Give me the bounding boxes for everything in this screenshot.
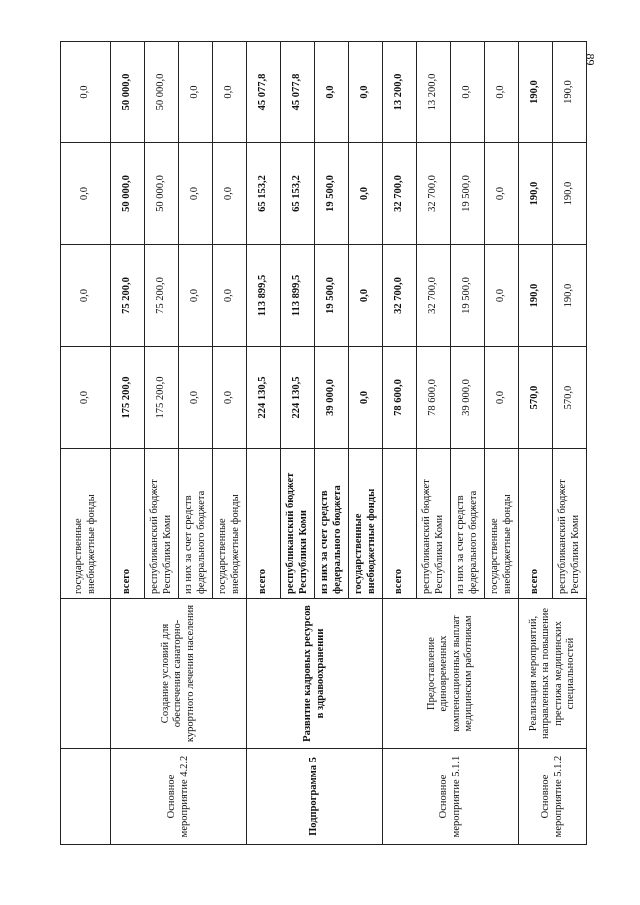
amount-cell: 570,0 bbox=[519, 347, 553, 449]
amount-cell: 65 153,2 bbox=[247, 143, 281, 245]
amount-cell: 32 700,0 bbox=[383, 143, 417, 245]
amount-cell: 75 200,0 bbox=[145, 245, 179, 347]
amount-cell: 13 200,0 bbox=[383, 42, 417, 143]
amount-cell: 190,0 bbox=[553, 143, 587, 245]
funding-source-cell: из них за счет средств федерального бюджета bbox=[315, 449, 349, 599]
amount-cell: 78 600,0 bbox=[417, 347, 451, 449]
funding-source-cell: из них за счет средств федерального бюджета bbox=[451, 449, 485, 599]
amount-cell: 0,0 bbox=[179, 347, 213, 449]
amount-cell: 175 200,0 bbox=[145, 347, 179, 449]
amount-cell: 0,0 bbox=[315, 42, 349, 143]
table-row bbox=[383, 42, 417, 845]
amount-cell: 570,0 bbox=[553, 347, 587, 449]
amount-cell: 175 200,0 bbox=[111, 347, 145, 449]
amount-cell: 45 077,8 bbox=[247, 42, 281, 143]
amount-cell: 0,0 bbox=[485, 42, 519, 143]
activity-name-cell: Развитие кадровых ресурсов в здравоохранении bbox=[247, 599, 383, 749]
amount-cell: 0,0 bbox=[213, 42, 247, 143]
funding-source-cell: из них за счет средств федерального бюджета bbox=[179, 449, 213, 599]
amount-cell: 190,0 bbox=[519, 143, 553, 245]
amount-cell: 113 899,5 bbox=[247, 245, 281, 347]
amount-cell: 75 200,0 bbox=[111, 245, 145, 347]
amount-cell: 19 500,0 bbox=[315, 245, 349, 347]
amount-cell: 45 077,8 bbox=[281, 42, 315, 143]
amount-cell: 32 700,0 bbox=[417, 143, 451, 245]
amount-cell: 0,0 bbox=[451, 42, 485, 143]
funding-source-cell: государственные внебюджетные фонды bbox=[349, 449, 383, 599]
funding-source-cell: республиканский бюджет Республики Коми bbox=[417, 449, 451, 599]
funding-source-cell: республиканский бюджет Республики Коми bbox=[145, 449, 179, 599]
amount-cell: 0,0 bbox=[213, 347, 247, 449]
amount-cell: 65 153,2 bbox=[281, 143, 315, 245]
activity-code-cell: Основное мероприятие 5.1.2 bbox=[519, 749, 587, 845]
funding-source-cell: государственные внебюджетные фонды bbox=[61, 449, 111, 599]
funding-source-cell: всего bbox=[383, 449, 417, 599]
table-row bbox=[519, 42, 553, 845]
amount-cell: 0,0 bbox=[61, 347, 111, 449]
amount-cell: 39 000,0 bbox=[315, 347, 349, 449]
funding-source-cell: государственные внебюджетные фонды bbox=[485, 449, 519, 599]
amount-cell: 19 500,0 bbox=[451, 245, 485, 347]
funding-source-cell: всего bbox=[111, 449, 145, 599]
activity-name-cell: Предоставление единовременных компенсационных выплат медицинским работникам bbox=[383, 599, 519, 749]
amount-cell: 190,0 bbox=[519, 42, 553, 143]
table-row bbox=[61, 42, 111, 845]
table-row bbox=[111, 42, 145, 845]
amount-cell: 13 200,0 bbox=[417, 42, 451, 143]
amount-cell: 50 000,0 bbox=[145, 143, 179, 245]
amount-cell: 190,0 bbox=[519, 245, 553, 347]
funding-source-cell: республиканский бюджет Республики Коми bbox=[553, 449, 587, 599]
amount-cell: 0,0 bbox=[349, 347, 383, 449]
budget-table bbox=[60, 42, 580, 845]
amount-cell: 224 130,5 bbox=[281, 347, 315, 449]
amount-cell: 39 000,0 bbox=[451, 347, 485, 449]
amount-cell: 50 000,0 bbox=[111, 143, 145, 245]
activity-name-cell bbox=[61, 599, 111, 749]
amount-cell: 190,0 bbox=[553, 245, 587, 347]
funding-source-cell: всего bbox=[247, 449, 281, 599]
amount-cell: 190,0 bbox=[553, 42, 587, 143]
amount-cell: 19 500,0 bbox=[315, 143, 349, 245]
amount-cell: 0,0 bbox=[61, 143, 111, 245]
activity-code-cell: Основное мероприятие 5.1.1 bbox=[383, 749, 519, 845]
amount-cell: 0,0 bbox=[485, 347, 519, 449]
activity-name-cell: Создание условий для обеспечения санаторно-курортного лечения населения bbox=[111, 599, 247, 749]
amount-cell: 0,0 bbox=[61, 245, 111, 347]
amount-cell: 78 600,0 bbox=[383, 347, 417, 449]
activity-code-cell: Подпрограмма 5 bbox=[247, 749, 383, 845]
amount-cell: 0,0 bbox=[213, 245, 247, 347]
amount-cell: 32 700,0 bbox=[383, 245, 417, 347]
amount-cell: 50 000,0 bbox=[145, 42, 179, 143]
amount-cell: 224 130,5 bbox=[247, 347, 281, 449]
amount-cell: 0,0 bbox=[213, 143, 247, 245]
activity-code-cell: Основное мероприятие 4.2.2 bbox=[111, 749, 247, 845]
funding-source-cell: всего bbox=[519, 449, 553, 599]
amount-cell: 50 000,0 bbox=[111, 42, 145, 143]
activity-code-cell bbox=[61, 749, 111, 845]
page-number: 89 bbox=[583, 53, 598, 66]
amount-cell: 0,0 bbox=[349, 143, 383, 245]
activity-name-cell: Реализация мероприятий, направленных на повышение престижа медицинских специальностей bbox=[519, 599, 587, 749]
funding-source-cell: республиканский бюджет Республики Коми bbox=[281, 449, 315, 599]
amount-cell: 0,0 bbox=[349, 245, 383, 347]
amount-cell: 113 899,5 bbox=[281, 245, 315, 347]
amount-cell: 32 700,0 bbox=[417, 245, 451, 347]
amount-cell: 0,0 bbox=[349, 42, 383, 143]
table-row bbox=[247, 42, 281, 845]
funding-source-cell: государственные внебюджетные фонды bbox=[213, 449, 247, 599]
amount-cell: 0,0 bbox=[485, 245, 519, 347]
amount-cell: 19 500,0 bbox=[451, 143, 485, 245]
amount-cell: 0,0 bbox=[179, 143, 213, 245]
amount-cell: 0,0 bbox=[485, 143, 519, 245]
amount-cell: 0,0 bbox=[61, 42, 111, 143]
amount-cell: 0,0 bbox=[179, 42, 213, 143]
amount-cell: 0,0 bbox=[179, 245, 213, 347]
